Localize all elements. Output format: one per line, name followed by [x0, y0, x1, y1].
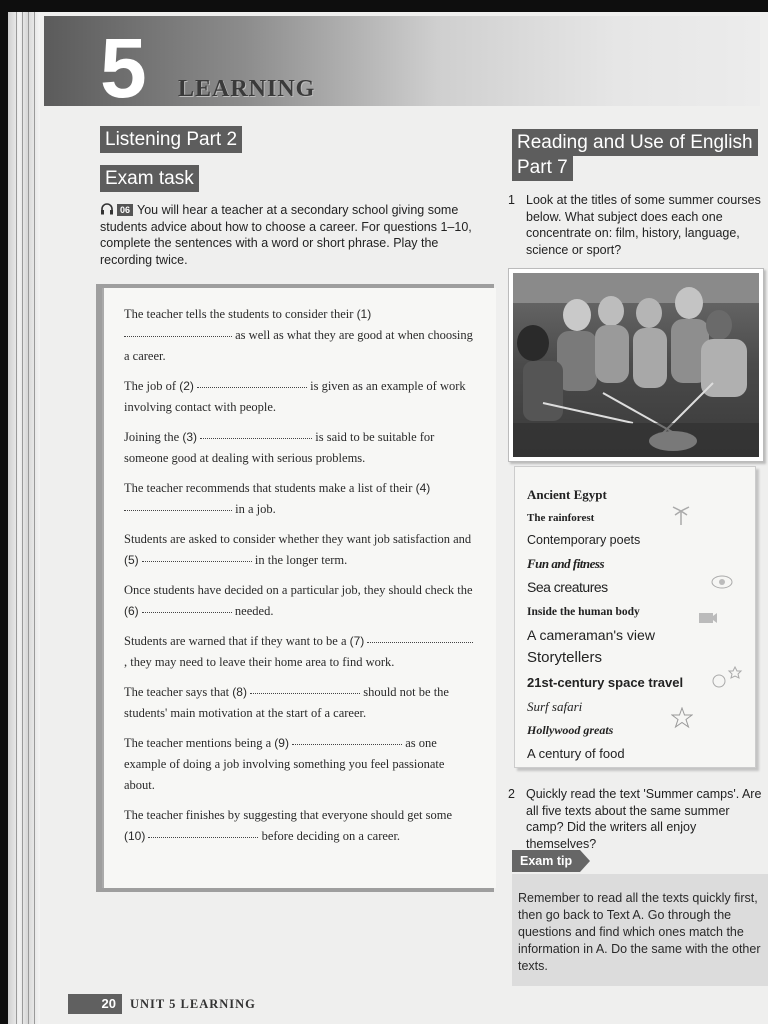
sentence-text-after: in the longer term.	[254, 553, 348, 567]
answer-gap[interactable]	[124, 336, 232, 337]
answer-gap[interactable]	[367, 642, 473, 643]
course-title-12: A century of food	[527, 746, 625, 761]
gap-fill-sentence	[124, 304, 476, 367]
film-camera-icon	[697, 607, 717, 627]
summer-camp-photo	[508, 268, 764, 462]
unit-title: LEARNING	[178, 76, 316, 102]
sentence-text-before: Students are asked to consider whether they want job satisfaction and	[124, 532, 472, 546]
exam-task-box	[102, 288, 496, 888]
listening-instructions	[100, 202, 480, 268]
gap-fill-sentence	[124, 805, 476, 847]
section-label-listening: Listening Part 2	[100, 126, 242, 153]
course-title-7: A cameraman's view	[527, 627, 655, 643]
gap-fill-sentence	[124, 682, 476, 724]
audio-track-badge: 06	[117, 204, 133, 216]
reading-question-1	[508, 192, 762, 258]
course-title-6: Inside the human body	[527, 606, 640, 618]
answer-gap[interactable]	[148, 837, 258, 838]
gap-number: (2)	[179, 379, 194, 393]
gap-fill-sentence	[124, 631, 476, 673]
gap-number: (4)	[415, 481, 431, 495]
headphones-icon	[100, 203, 114, 215]
section-label-reading-line2: Part 7	[512, 154, 573, 181]
footer-unit-text: UNIT 5 LEARNING	[130, 997, 256, 1011]
course-title-5: Sea creatures	[527, 579, 608, 595]
unit-header-band	[44, 16, 760, 106]
gap-number: (3)	[182, 430, 198, 444]
course-title-11: Hollywood greats	[527, 723, 614, 737]
answer-gap[interactable]	[142, 561, 252, 562]
gap-fill-sentence	[124, 529, 476, 571]
unit-number: 5	[100, 21, 145, 115]
gap-fill-sentence	[124, 733, 476, 796]
sentence-text-before: The teacher recommends that students make a list of their	[124, 481, 413, 495]
sentence-text-after: as one example of doing a job involving something you feel passionate about.	[124, 736, 445, 792]
book-spine	[8, 12, 40, 1024]
answer-gap[interactable]	[200, 438, 312, 439]
sentence-text-after: as well as what they are good at when choosing a career.	[124, 328, 473, 363]
sentence-text-before: Once students have decided on a particular job, they should check the	[124, 583, 473, 597]
sentence-text-after: should not be the students' main motivation at the start of a career.	[124, 685, 449, 720]
question-2-text: Quickly read the text 'Summer camps'. Are all five texts about the same summer camp? Did the writers all enjoy themselves?	[526, 787, 762, 851]
sentence-text-after: is said to be suitable for someone good at dealing with serious problems.	[124, 430, 435, 465]
planets-icon	[707, 663, 747, 693]
sentence-text-before: Students are warned that if they want to be a	[124, 634, 347, 648]
section-label-reading-line1: Reading and Use of English	[512, 129, 758, 156]
answer-gap[interactable]	[124, 510, 232, 511]
listening-intro-text: You will hear a teacher at a secondary school giving some students advice about how to choose a career. For questions 1–10, complete the sentences with a word or short phrase. Play the recording twice.	[100, 203, 472, 267]
page-footer	[26, 994, 326, 1016]
exam-tip-label	[512, 850, 580, 872]
course-title-4: Fun and fitness	[527, 556, 605, 571]
gap-number: (9)	[274, 736, 289, 750]
eye-icon	[711, 575, 733, 589]
sentence-text-before: The teacher says that	[124, 685, 230, 699]
gap-number: (10)	[124, 829, 146, 843]
course-title-10: Surf safari	[527, 699, 583, 714]
sentence-text-after: , they may need to leave their home area to find work.	[124, 655, 395, 669]
answer-gap[interactable]	[142, 612, 232, 613]
answer-gap[interactable]	[292, 744, 402, 745]
question-1-text: Look at the titles of some summer courses below. What subject does each one concentrate on: film, history, language, science or sport?	[526, 193, 761, 257]
sentence-text-before: The teacher tells the students to consider their	[124, 307, 354, 321]
course-title-2: The rainforest	[527, 512, 595, 524]
gap-fill-sentence	[124, 376, 476, 418]
sentence-text-before: The teacher finishes by suggesting that everyone should get some	[124, 808, 453, 822]
sentence-text-before: The job of	[124, 379, 177, 393]
subsection-label-exam-task: Exam task	[100, 165, 199, 192]
gap-number: (6)	[124, 604, 139, 618]
sentence-text-after: is given as an example of work involving contact with people.	[124, 379, 466, 414]
palm-tree-icon	[671, 503, 691, 525]
gap-number: (1)	[356, 307, 372, 321]
course-title-1: Ancient Egypt	[527, 487, 607, 502]
gap-fill-sentence	[124, 427, 476, 469]
exam-tip-box	[512, 874, 768, 986]
star-icon	[671, 707, 693, 729]
course-title-9: 21st-century space travel	[527, 675, 684, 690]
course-title-3: Contemporary poets	[527, 533, 641, 547]
exam-tip-text: Remember to read all the texts quickly first, then go back to Text A. Go through the questions and find which ones match the information in A. Do the same with the other texts.	[518, 891, 761, 973]
textbook-page	[8, 12, 768, 1024]
answer-gap[interactable]	[197, 387, 307, 388]
sentence-text-before: Joining the	[124, 430, 180, 444]
sentence-text-after: in a job.	[235, 502, 276, 516]
course-title-8: Storytellers	[527, 649, 603, 666]
gap-number: (7)	[349, 634, 365, 648]
exam-tip-label-text: Exam tip	[520, 854, 573, 868]
gap-number: (8)	[232, 685, 247, 699]
sentence-text-after: needed.	[234, 604, 274, 618]
campfire-students-image	[513, 273, 759, 457]
page-number: 20	[68, 994, 122, 1014]
question-number: 1	[508, 193, 515, 207]
gap-fill-sentences	[124, 304, 476, 856]
course-titles-box	[514, 466, 756, 768]
sentence-text-before: The teacher mentions being a	[124, 736, 272, 750]
answer-gap[interactable]	[250, 693, 360, 694]
gap-fill-sentence	[124, 580, 476, 622]
gap-fill-sentence	[124, 478, 476, 520]
reading-question-2	[508, 786, 762, 852]
question-number: 2	[508, 787, 515, 801]
gap-number: (5)	[124, 553, 139, 567]
sentence-text-after: before deciding on a career.	[261, 829, 401, 843]
